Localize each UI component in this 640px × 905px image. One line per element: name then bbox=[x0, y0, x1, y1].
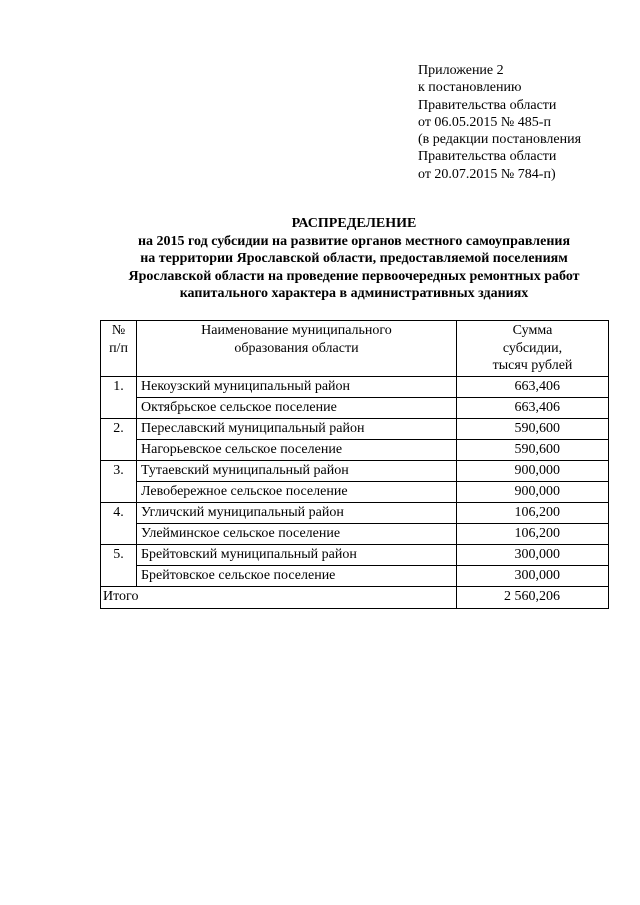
district-sum: 106,200 bbox=[457, 502, 609, 523]
table-row bbox=[101, 397, 609, 418]
settlement-name: Брейтовское сельское поселение bbox=[137, 565, 457, 586]
header-sum bbox=[457, 321, 609, 377]
appendix-line: от 20.07.2015 № 784-п) bbox=[418, 166, 556, 182]
header-text: п/п bbox=[109, 340, 128, 356]
settlement-sum: 590,600 bbox=[457, 439, 609, 460]
district-sum: 663,406 bbox=[457, 376, 609, 397]
appendix-block bbox=[418, 62, 581, 183]
appendix-line: Приложение 2 bbox=[418, 63, 504, 78]
table-row bbox=[101, 502, 609, 523]
district-name: Тутаевский муниципальный район bbox=[137, 460, 457, 481]
subsidy-table bbox=[100, 320, 609, 609]
total-row bbox=[101, 586, 609, 608]
heading-line: Ярославской области на проведение первоочередных ремонтных работ bbox=[128, 268, 580, 284]
settlement-sum: 900,000 bbox=[457, 481, 609, 502]
row-number: 5. bbox=[101, 544, 137, 586]
appendix-line: Правительства области bbox=[418, 149, 557, 165]
heading-line: на 2015 год субсидии на развитие органов местного самоуправления bbox=[137, 233, 571, 249]
settlement-sum: 663,406 bbox=[457, 397, 609, 418]
table-row bbox=[101, 418, 609, 439]
heading-line: на территории Ярославской области, предоставляемой поселениям bbox=[140, 251, 568, 267]
appendix-line: от 06.05.2015 № 485-п bbox=[418, 114, 551, 130]
settlement-name: Левобережное сельское поселение bbox=[137, 481, 457, 502]
table-row bbox=[101, 439, 609, 460]
settlement-name: Нагорьевское сельское поселение bbox=[137, 439, 457, 460]
header-name bbox=[137, 321, 457, 377]
settlement-name: Октябрьское сельское поселение bbox=[137, 397, 457, 418]
total-sum: 2 560,206 bbox=[457, 586, 609, 608]
table-row bbox=[101, 481, 609, 502]
appendix-line: Правительства области bbox=[418, 97, 557, 113]
settlement-sum: 106,200 bbox=[457, 523, 609, 544]
row-number: 2. bbox=[101, 418, 137, 460]
table-row bbox=[101, 544, 609, 565]
heading-line: капитального характера в административных зданиях bbox=[179, 286, 529, 302]
document-title: РАСПРЕДЕЛЕНИЕ bbox=[291, 216, 417, 231]
header-text: № bbox=[111, 323, 126, 338]
header-text: тысяч рублей bbox=[492, 358, 573, 373]
header-text: образования области bbox=[234, 340, 359, 356]
row-number: 1. bbox=[101, 376, 137, 418]
header-text: Наименование муниципального bbox=[201, 323, 392, 338]
table-row bbox=[101, 376, 609, 397]
header-text: субсидии, bbox=[502, 340, 563, 356]
district-sum: 590,600 bbox=[457, 418, 609, 439]
header-num bbox=[101, 321, 137, 377]
document-heading bbox=[100, 215, 608, 303]
table-row bbox=[101, 565, 609, 586]
settlement-sum: 300,000 bbox=[457, 565, 609, 586]
appendix-line: к постановлению bbox=[418, 80, 522, 96]
district-name: Угличский муниципальный район bbox=[137, 502, 457, 523]
district-sum: 900,000 bbox=[457, 460, 609, 481]
appendix-line: (в редакции постановления bbox=[418, 132, 582, 148]
row-number: 3. bbox=[101, 460, 137, 502]
total-label: Итого bbox=[101, 586, 457, 608]
table-header-row bbox=[101, 321, 609, 377]
district-name: Некоузский муниципальный район bbox=[137, 376, 457, 397]
table-row bbox=[101, 460, 609, 481]
settlement-name: Улейминское сельское поселение bbox=[137, 523, 457, 544]
row-number: 4. bbox=[101, 502, 137, 544]
table-row bbox=[101, 523, 609, 544]
header-text: Сумма bbox=[512, 323, 553, 338]
district-name: Брейтовский муниципальный район bbox=[137, 544, 457, 565]
district-sum: 300,000 bbox=[457, 544, 609, 565]
district-name: Переславский муниципальный район bbox=[137, 418, 457, 439]
